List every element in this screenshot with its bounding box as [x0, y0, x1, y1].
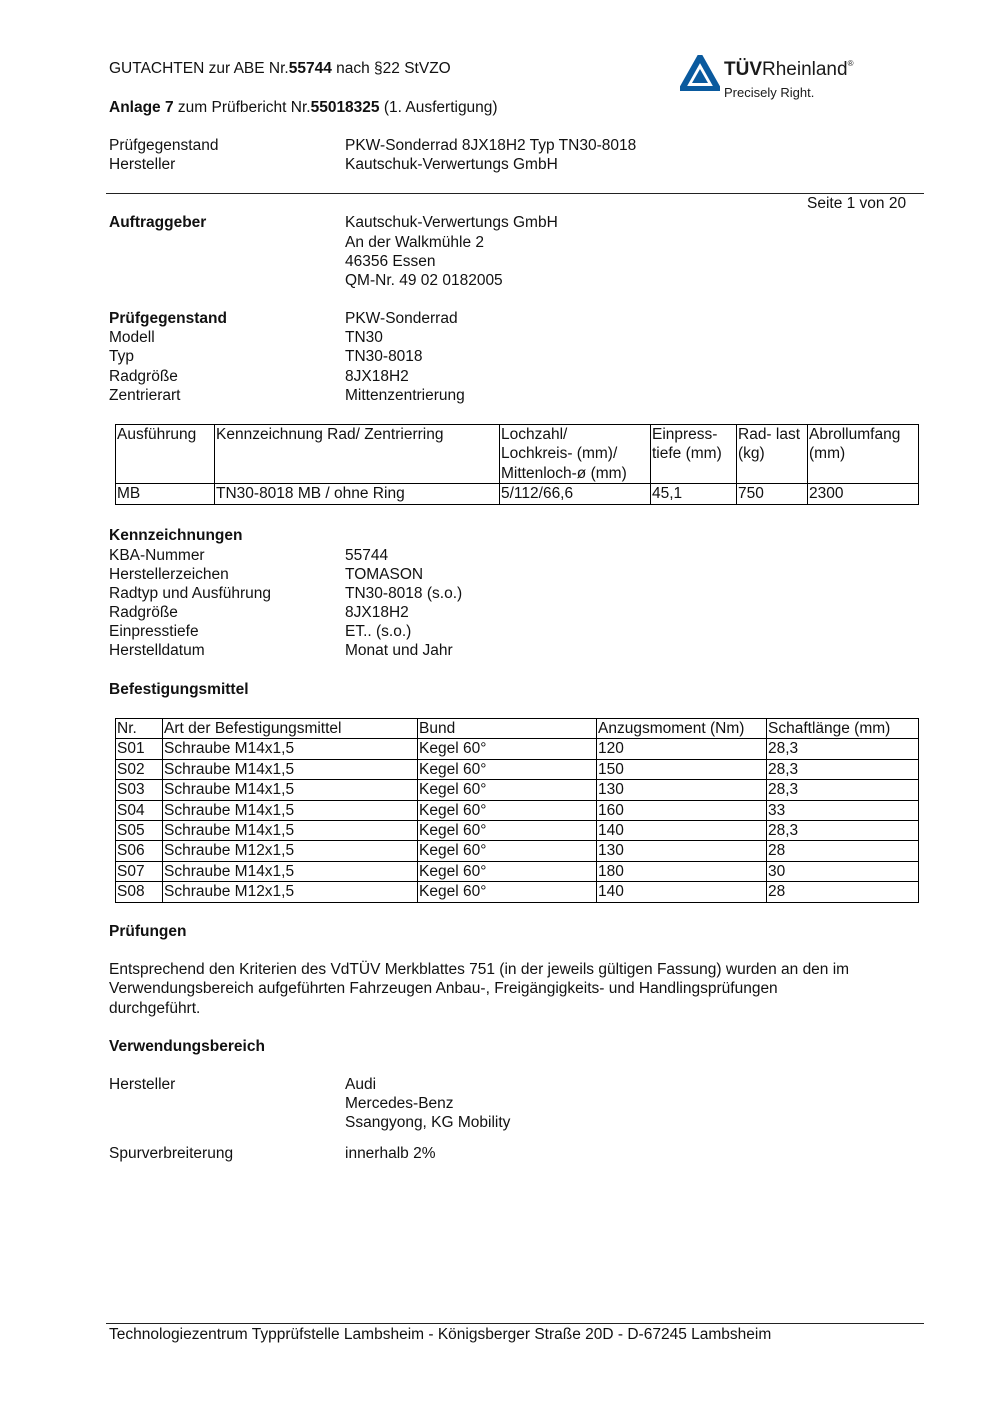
table-cell: Schraube M12x1,5	[163, 882, 418, 902]
footer-address: Technologiezentrum Typprüfstelle Lambsheim - Königsberger Straße 20D - D-67245 Lambsheim	[109, 1326, 772, 1343]
table-cell: Kegel 60°	[418, 882, 597, 902]
table-header-cell: Anzugsmoment (Nm)	[597, 719, 767, 739]
field-value: TOMASON	[345, 566, 424, 583]
logo-wordmark: TÜVRheinland®	[724, 59, 854, 80]
table-cell: 750	[737, 484, 808, 504]
header-value: PKW-Sonderrad 8JX18H2 Typ TN30-8018	[345, 137, 637, 154]
header-label: Hersteller	[109, 156, 176, 173]
table-cell: Kegel 60°	[418, 780, 597, 800]
paragraph-line: durchgeführt.	[109, 1000, 201, 1017]
paragraph-line: Verwendungsbereich aufgeführten Fahrzeugen Anbau-, Freigängigkeits- und Handlingsprüfungen	[109, 980, 778, 997]
table-cell: 2300	[808, 484, 919, 504]
field-label: Herstelldatum	[109, 642, 205, 659]
section-title-befestigung: Befestigungsmittel	[109, 681, 249, 698]
table-cell: 120	[597, 739, 767, 759]
table-header-cell: Art der Befestigungsmittel	[163, 719, 418, 739]
field-label: Typ	[109, 348, 134, 365]
table-cell: 45,1	[651, 484, 737, 504]
section-title-kennzeichnungen: Kennzeichnungen	[109, 527, 243, 544]
manufacturer-item: Audi	[345, 1076, 377, 1093]
table-cell: 28	[767, 882, 919, 902]
table-cell: Schraube M14x1,5	[163, 861, 418, 881]
table-header-cell: Einpress- tiefe (mm)	[651, 425, 737, 484]
manufacturer-item: Ssangyong, KG Mobility	[345, 1114, 511, 1131]
table-cell: S05	[116, 821, 163, 841]
table-cell: 150	[597, 759, 767, 779]
table-cell: Schraube M12x1,5	[163, 841, 418, 861]
table-cell: S02	[116, 759, 163, 779]
report-number: 55018325	[310, 99, 380, 116]
logo-tagline: Precisely Right.	[724, 85, 815, 100]
table-cell: 28	[767, 841, 919, 861]
manufacturer-item: Mercedes-Benz	[345, 1095, 454, 1112]
section-title-pruefungen: Prüfungen	[109, 923, 187, 940]
field-value: innerhalb 2%	[345, 1145, 436, 1162]
auftraggeber-line: QM-Nr. 49 02 0182005	[345, 272, 503, 289]
table-header-cell: Ausführung	[116, 425, 215, 484]
header-divider	[106, 193, 924, 194]
table-header-cell: Rad- last (kg)	[737, 425, 808, 484]
abe-number: 55744	[288, 60, 332, 77]
field-label: Radtyp und Ausführung	[109, 585, 272, 602]
field-label: Radgröße	[109, 368, 178, 385]
auftraggeber-line: 46356 Essen	[345, 253, 436, 270]
table-row	[116, 739, 919, 759]
auftraggeber-label: Auftraggeber	[109, 214, 207, 231]
field-label: Hersteller	[109, 1076, 176, 1093]
field-value: 55744	[345, 547, 389, 564]
table-row	[116, 882, 919, 902]
table-cell: 180	[597, 861, 767, 881]
report-title: GUTACHTEN zur ABE Nr.55744 nach §22 StVZO	[109, 60, 451, 77]
table-cell: 28,3	[767, 780, 919, 800]
table-cell: 33	[767, 800, 919, 820]
field-value: 8JX18H2	[345, 368, 409, 385]
table-cell: 130	[597, 841, 767, 861]
field-label: KBA-Nummer	[109, 547, 205, 564]
field-label: Modell	[109, 329, 155, 346]
table-header-row	[116, 425, 919, 484]
table-cell: 28,3	[767, 759, 919, 779]
table-header-cell: Nr.	[116, 719, 163, 739]
table-cell: Schraube M14x1,5	[163, 739, 418, 759]
table-cell: Kegel 60°	[418, 841, 597, 861]
field-value: Monat und Jahr	[345, 642, 453, 659]
table-cell: Kegel 60°	[418, 821, 597, 841]
report-subtitle: Anlage 7 zum Prüfbericht Nr.55018325 (1. Ausfertigung)	[109, 99, 498, 116]
footer-divider	[106, 1323, 924, 1324]
field-label: Zentrierart	[109, 387, 181, 404]
field-value: Mittenzentrierung	[345, 387, 465, 404]
tuv-triangle-icon	[680, 55, 720, 91]
pruefgegenstand-label: Prüfgegenstand	[109, 310, 227, 327]
table-cell: S01	[116, 739, 163, 759]
section-title-verwendung: Verwendungsbereich	[109, 1038, 265, 1055]
table-row	[116, 821, 919, 841]
field-value: TN30	[345, 329, 383, 346]
field-label: Spurverbreiterung	[109, 1145, 234, 1162]
table-cell: 30	[767, 861, 919, 881]
table-cell: S07	[116, 861, 163, 881]
table-cell: Schraube M14x1,5	[163, 759, 418, 779]
table-cell: S04	[116, 800, 163, 820]
table-header-cell: Abrollumfang (mm)	[808, 425, 919, 484]
pruefgegenstand-value: PKW-Sonderrad	[345, 310, 458, 327]
table-row	[116, 780, 919, 800]
field-label: Herstellerzeichen	[109, 566, 229, 583]
table-header-cell: Kennzeichnung Rad/ Zentrierring	[215, 425, 500, 484]
table-cell: 5/112/66,6	[500, 484, 651, 504]
table-cell: S03	[116, 780, 163, 800]
table-cell: TN30-8018 MB / ohne Ring	[215, 484, 500, 504]
table-row	[116, 841, 919, 861]
fastener-table	[115, 718, 919, 903]
field-value: TN30-8018 (s.o.)	[345, 585, 463, 602]
table-cell: 140	[597, 821, 767, 841]
table-cell: 140	[597, 882, 767, 902]
table-cell: MB	[116, 484, 215, 504]
table-row	[116, 484, 919, 504]
auftraggeber-line: An der Walkmühle 2	[345, 234, 484, 251]
table-cell: Schraube M14x1,5	[163, 821, 418, 841]
tuv-rheinland-logo	[680, 55, 870, 105]
table-cell: 130	[597, 780, 767, 800]
table-cell: 28,3	[767, 821, 919, 841]
field-value: TN30-8018	[345, 348, 423, 365]
table-cell: 160	[597, 800, 767, 820]
table-cell: Schraube M14x1,5	[163, 800, 418, 820]
table-header-row	[116, 719, 919, 739]
table-cell: Schraube M14x1,5	[163, 780, 418, 800]
table-header-cell: Schaftlänge (mm)	[767, 719, 919, 739]
table-cell: Kegel 60°	[418, 759, 597, 779]
table-cell: Kegel 60°	[418, 861, 597, 881]
table-row	[116, 759, 919, 779]
paragraph-line: Entsprechend den Kriterien des VdTÜV Merkblattes 751 (in der jeweils gültigen Fassung) wurden an den im	[109, 961, 850, 978]
field-value: 8JX18H2	[345, 604, 409, 621]
table-header-cell: Bund	[418, 719, 597, 739]
header-label: Prüfgegenstand	[109, 137, 219, 154]
field-label: Einpresstiefe	[109, 623, 199, 640]
auftraggeber-line: Kautschuk-Verwertungs GmbH	[345, 214, 558, 231]
page-number: Seite 1 von 20	[807, 195, 907, 212]
table-header-cell: Lochzahl/ Lochkreis- (mm)/ Mittenloch-ø (mm)	[500, 425, 651, 484]
table-row	[116, 800, 919, 820]
table-cell: S06	[116, 841, 163, 861]
table-cell: S08	[116, 882, 163, 902]
header-value: Kautschuk-Verwertungs GmbH	[345, 156, 558, 173]
variant-table	[115, 424, 919, 505]
table-cell: 28,3	[767, 739, 919, 759]
table-cell: Kegel 60°	[418, 739, 597, 759]
table-cell: Kegel 60°	[418, 800, 597, 820]
field-value: ET.. (s.o.)	[345, 623, 412, 640]
table-row	[116, 861, 919, 881]
field-label: Radgröße	[109, 604, 178, 621]
